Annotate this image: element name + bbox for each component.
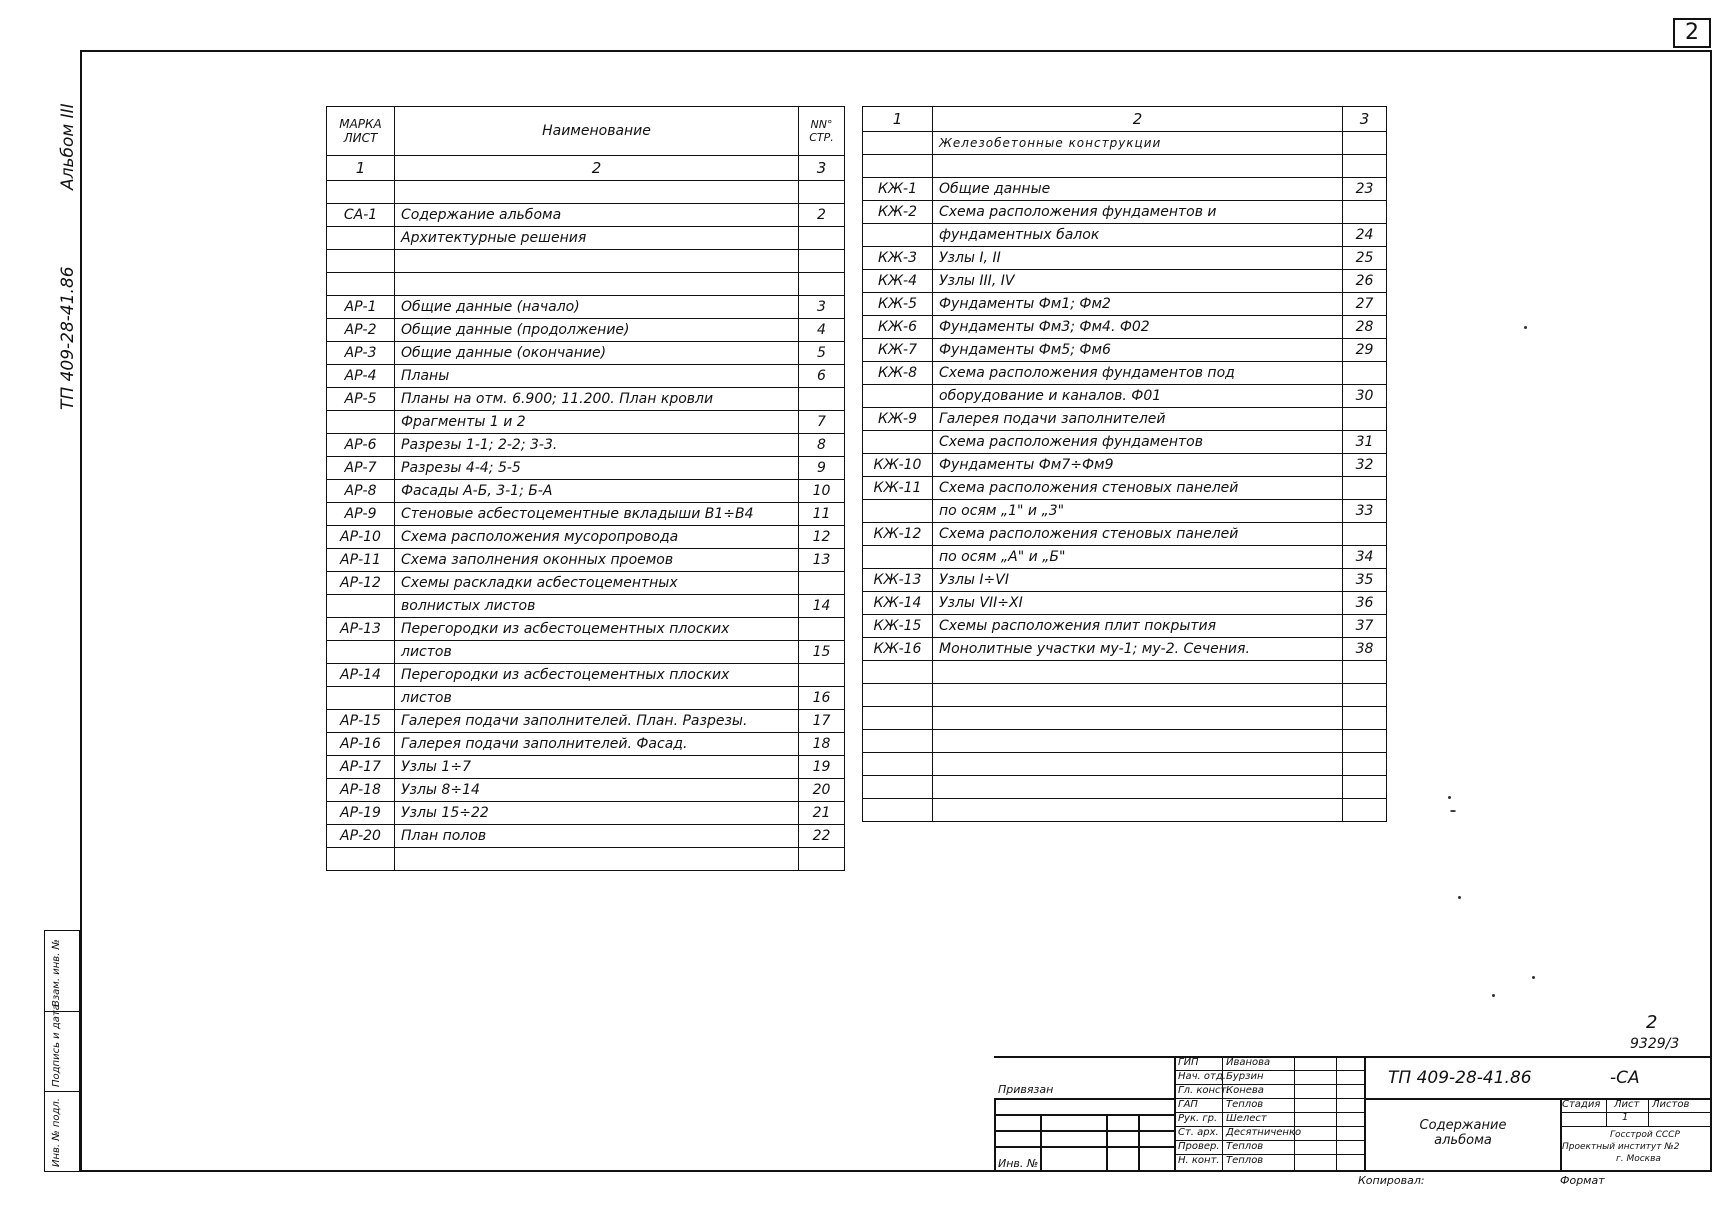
col-number: 2	[933, 107, 1343, 132]
item-name: Фундаменты Фм7÷Фм9	[933, 454, 1343, 477]
sheet-mark: АР-11	[327, 549, 395, 572]
strip-label-inv: Инв. № подл.	[51, 1098, 62, 1167]
item-name: Общие данные (начало)	[395, 296, 799, 319]
contents-table-right	[862, 106, 1387, 822]
sheet-mark	[863, 661, 933, 684]
page-number-cell: 18	[799, 733, 845, 756]
sheet-mark: КЖ-2	[863, 201, 933, 224]
sheet-mark	[863, 730, 933, 753]
format-label: Формат	[1560, 1174, 1605, 1187]
item-name	[395, 848, 799, 871]
page-number-cell: 3	[799, 296, 845, 319]
table-row	[327, 503, 845, 526]
sheet-mark	[327, 250, 395, 273]
stamp-role: ГИП	[1178, 1057, 1199, 1068]
table-row	[327, 802, 845, 825]
table-row	[327, 664, 845, 687]
item-name: Узлы III, IV	[933, 270, 1343, 293]
strip-label-signature: Подпись и дата	[51, 1004, 62, 1087]
table-row	[327, 457, 845, 480]
stamp-role: Гл. конст.	[1178, 1085, 1230, 1096]
page-number-cell: 25	[1343, 247, 1387, 270]
table-row	[327, 825, 845, 848]
table-row	[863, 592, 1387, 615]
side-project-code: ТП 409-28-41.86	[58, 266, 78, 410]
page-number-cell: 8	[799, 434, 845, 457]
page-number-cell: 38	[1343, 638, 1387, 661]
table-row	[327, 641, 845, 664]
sheet-mark	[863, 799, 933, 822]
section-title: Железобетонные конструкции	[933, 132, 1343, 155]
page-number-cell	[1343, 477, 1387, 500]
table-row	[863, 201, 1387, 224]
page-number-cell	[1343, 753, 1387, 776]
page-number-cell: 20	[799, 779, 845, 802]
table-row	[863, 500, 1387, 523]
item-name: Перегородки из асбестоцементных плоских	[395, 664, 799, 687]
page-number-cell: 30	[1343, 385, 1387, 408]
copied-label: Копировал:	[1358, 1174, 1425, 1187]
sheet-mark: КЖ-7	[863, 339, 933, 362]
sheet-mark: СА-1	[327, 204, 395, 227]
item-name: по осям „1" и „3"	[933, 500, 1343, 523]
table-row	[327, 733, 845, 756]
sheet-mark: КЖ-16	[863, 638, 933, 661]
item-name: Фасады А-Б, 3-1; Б-А	[395, 480, 799, 503]
section-row	[863, 132, 1387, 155]
sheets-label: Листов	[1652, 1099, 1690, 1110]
page-number-cell: 6	[799, 365, 845, 388]
page-number-cell	[799, 250, 845, 273]
page-number-cell	[1343, 707, 1387, 730]
item-name: Схема расположения стеновых панелей	[933, 477, 1343, 500]
item-name: Узлы 8÷14	[395, 779, 799, 802]
item-name: волнистых листов	[395, 595, 799, 618]
item-name: Общие данные (продолжение)	[395, 319, 799, 342]
sheet-mark	[327, 687, 395, 710]
sheet-mark: КЖ-13	[863, 569, 933, 592]
page-number-cell: 34	[1343, 546, 1387, 569]
item-name: Схема заполнения оконных проемов	[395, 549, 799, 572]
sheet-mark: АР-6	[327, 434, 395, 457]
item-name: Общие данные (окончание)	[395, 342, 799, 365]
page-number-cell: 35	[1343, 569, 1387, 592]
sheet-mark: АР-5	[327, 388, 395, 411]
table-header-row	[327, 107, 845, 156]
sheet-label: Лист	[1614, 1099, 1640, 1110]
table-row	[863, 339, 1387, 362]
sheet-value: 1	[1622, 1112, 1629, 1123]
table-row	[863, 408, 1387, 431]
sheet-mark: АР-1	[327, 296, 395, 319]
page-number-cell	[1343, 799, 1387, 822]
page-number-cell: 37	[1343, 615, 1387, 638]
stage-label: Стадия	[1562, 1099, 1601, 1110]
col-number: 2	[395, 156, 799, 181]
col-number: 1	[327, 156, 395, 181]
table-row	[327, 250, 845, 273]
sheet-mark: КЖ-15	[863, 615, 933, 638]
table-row	[327, 572, 845, 595]
item-name: Схема расположения мусоропровода	[395, 526, 799, 549]
table-row	[327, 618, 845, 641]
item-name: Схема расположения фундаментов и	[933, 201, 1343, 224]
sheet-mark: КЖ-3	[863, 247, 933, 270]
sheet-mark: КЖ-1	[863, 178, 933, 201]
header-pages: NN° СТР.	[799, 107, 845, 156]
item-name: Архитектурные решения	[395, 227, 799, 250]
item-name	[933, 707, 1343, 730]
stamp-role: ГАП	[1178, 1099, 1198, 1110]
table-row	[863, 477, 1387, 500]
stamp-name: Шелест	[1226, 1113, 1267, 1124]
item-name: Перегородки из асбестоцементных плоских	[395, 618, 799, 641]
page-number-cell: 5	[799, 342, 845, 365]
privyazan-label: Привязан	[998, 1083, 1054, 1096]
page-number-cell: 4	[799, 319, 845, 342]
sheet-mark	[863, 500, 933, 523]
sheet-mark	[863, 155, 933, 178]
stamp-role: Нач. отд.	[1178, 1071, 1226, 1082]
sheet-title: Содержание альбома	[1419, 1118, 1507, 1148]
header-mark: МАРКА ЛИСТ	[327, 107, 395, 156]
stamp-role: Н. конт.	[1178, 1155, 1220, 1166]
sheet-mark	[327, 641, 395, 664]
item-name	[395, 273, 799, 296]
table-row	[327, 434, 845, 457]
table-row	[863, 178, 1387, 201]
sheet-mark	[863, 753, 933, 776]
page-number-cell: 21	[799, 802, 845, 825]
page-number-cell: 27	[1343, 293, 1387, 316]
page-number-cell	[799, 227, 845, 250]
table-row	[863, 730, 1387, 753]
table-row	[863, 753, 1387, 776]
designation-suffix: -СА	[1610, 1068, 1640, 1088]
sheet-mark: КЖ-4	[863, 270, 933, 293]
table-row	[863, 362, 1387, 385]
table-row	[327, 388, 845, 411]
item-name: Разрезы 4-4; 5-5	[395, 457, 799, 480]
item-name: по осям „А" и „Б"	[933, 546, 1343, 569]
item-name: Схема расположения стеновых панелей	[933, 523, 1343, 546]
page-number-cell	[1343, 408, 1387, 431]
item-name: Фундаменты Фм1; Фм2	[933, 293, 1343, 316]
table-row	[327, 848, 845, 871]
page-number-cell: 31	[1343, 431, 1387, 454]
page-number-cell	[1343, 523, 1387, 546]
sheet-mark	[327, 411, 395, 434]
org-line-3: г. Москва	[1616, 1154, 1661, 1164]
table-row	[327, 296, 845, 319]
table-row	[327, 365, 845, 388]
page-number-cell: 23	[1343, 178, 1387, 201]
table-row	[863, 615, 1387, 638]
sheet-mark	[327, 273, 395, 296]
strip-label-replace: Взам. инв. №	[51, 939, 62, 1007]
page-number-cell: 17	[799, 710, 845, 733]
page-number-cell	[799, 181, 845, 204]
item-name: Общие данные	[933, 178, 1343, 201]
header-name: Наименование	[395, 107, 799, 156]
table-row	[327, 710, 845, 733]
item-name	[395, 250, 799, 273]
sheet-mark: АР-2	[327, 319, 395, 342]
sheet-mark	[863, 385, 933, 408]
sheet-mark: АР-7	[327, 457, 395, 480]
table-row	[863, 707, 1387, 730]
item-name: листов	[395, 641, 799, 664]
inv-number-label: Инв. №	[998, 1157, 1039, 1170]
page-number-cell: 11	[799, 503, 845, 526]
item-name: Узлы 1÷7	[395, 756, 799, 779]
inventory-strip	[44, 930, 80, 1172]
item-name: Узлы I÷VI	[933, 569, 1343, 592]
sheet-mark	[863, 776, 933, 799]
item-name	[933, 799, 1343, 822]
sheet-mark: КЖ-14	[863, 592, 933, 615]
item-name: Фундаменты Фм5; Фм6	[933, 339, 1343, 362]
page-number-cell: 22	[799, 825, 845, 848]
table-row	[863, 431, 1387, 454]
designation: ТП 409-28-41.86	[1388, 1068, 1532, 1088]
sheet-mark: АР-10	[327, 526, 395, 549]
item-name: Галерея подачи заполнителей. Фасад.	[395, 733, 799, 756]
table-row	[863, 385, 1387, 408]
col-number: 3	[1343, 107, 1387, 132]
table-row	[327, 526, 845, 549]
stamp-role: Ст. арх.	[1178, 1127, 1219, 1138]
item-name: Разрезы 1-1; 2-2; 3-3.	[395, 434, 799, 457]
sheet-mark	[863, 546, 933, 569]
item-name: Фундаменты Фм3; Фм4. Ф02	[933, 316, 1343, 339]
page-number-cell: 7	[799, 411, 845, 434]
item-name: листов	[395, 687, 799, 710]
page-number-cell	[1343, 776, 1387, 799]
table-row	[327, 595, 845, 618]
sheet-mark	[327, 848, 395, 871]
table-row	[327, 411, 845, 434]
sheet-mark: АР-16	[327, 733, 395, 756]
table-row	[863, 316, 1387, 339]
sheet-mark: КЖ-5	[863, 293, 933, 316]
table-row	[327, 227, 845, 250]
page-number-cell: 15	[799, 641, 845, 664]
page-number-cell	[1343, 201, 1387, 224]
item-name: Узлы VII÷XI	[933, 592, 1343, 615]
column-number-row	[327, 156, 845, 181]
stamp-role: Рук. гр.	[1178, 1113, 1218, 1124]
item-name: Фрагменты 1 и 2	[395, 411, 799, 434]
table-row	[863, 523, 1387, 546]
table-row	[863, 155, 1387, 178]
table-row	[863, 454, 1387, 477]
item-name	[933, 155, 1343, 178]
table-row	[327, 181, 845, 204]
stamp-name: Теплов	[1226, 1141, 1264, 1152]
col-number: 1	[863, 107, 933, 132]
table-row	[863, 546, 1387, 569]
item-name	[395, 181, 799, 204]
item-name: Монолитные участки му-1; му-2. Сечения.	[933, 638, 1343, 661]
item-name: оборудование и каналов. Ф01	[933, 385, 1343, 408]
sheet-mark: АР-12	[327, 572, 395, 595]
page-number-cell: 29	[1343, 339, 1387, 362]
page-number-cell	[799, 618, 845, 641]
stamp-name: Бурзин	[1226, 1071, 1264, 1082]
item-name	[933, 776, 1343, 799]
stamp-name: Конева	[1226, 1085, 1264, 1096]
sheet-mark	[327, 181, 395, 204]
sheet-mark: АР-8	[327, 480, 395, 503]
sheet-mark: АР-3	[327, 342, 395, 365]
sheet-mark: КЖ-11	[863, 477, 933, 500]
column-number-row	[863, 107, 1387, 132]
table-row	[863, 684, 1387, 707]
sheet-mark: КЖ-12	[863, 523, 933, 546]
page-number-cell	[1343, 684, 1387, 707]
page-number-cell: 14	[799, 595, 845, 618]
item-name	[933, 661, 1343, 684]
item-name	[933, 684, 1343, 707]
stamp-name: Теплов	[1226, 1155, 1264, 1166]
table-row	[327, 342, 845, 365]
table-row	[863, 799, 1387, 822]
table-row	[863, 661, 1387, 684]
stamp-role: Провер.	[1178, 1141, 1220, 1152]
album-label: Альбом III	[58, 103, 78, 190]
sheet-mark	[327, 227, 395, 250]
page-number-cell	[799, 388, 845, 411]
page-number-cell	[799, 848, 845, 871]
item-name: План полов	[395, 825, 799, 848]
sheet-mark: АР-20	[327, 825, 395, 848]
page-number-cell	[1343, 362, 1387, 385]
sheet-mark	[863, 684, 933, 707]
table-row	[863, 247, 1387, 270]
sheet-mark: КЖ-10	[863, 454, 933, 477]
page-number-cell: 19	[799, 756, 845, 779]
item-name: Планы	[395, 365, 799, 388]
table-row	[863, 638, 1387, 661]
page-number-cell	[1343, 155, 1387, 178]
item-name	[933, 753, 1343, 776]
item-name: Галерея подачи заполнителей. План. Разрезы.	[395, 710, 799, 733]
col-number: 3	[799, 156, 845, 181]
sheet-mark: АР-14	[327, 664, 395, 687]
page-number-cell: 28	[1343, 316, 1387, 339]
table-row	[327, 687, 845, 710]
page-number-cell: 24	[1343, 224, 1387, 247]
item-name: Схема расположения фундаментов под	[933, 362, 1343, 385]
sheet-mark	[863, 707, 933, 730]
page-number-cell: 9	[799, 457, 845, 480]
table-row	[327, 204, 845, 227]
table-row	[863, 776, 1387, 799]
table-row	[863, 224, 1387, 247]
table-row	[327, 756, 845, 779]
item-name: Стеновые асбестоцементные вкладыши В1÷В4	[395, 503, 799, 526]
page-number-cell: 13	[799, 549, 845, 572]
org-line-1: Госстрой СССР	[1610, 1130, 1680, 1140]
table-row	[327, 273, 845, 296]
org-line-2: Проектный институт №2	[1562, 1142, 1680, 1152]
item-name: Схемы расположения плит покрытия	[933, 615, 1343, 638]
sheet-mark: АР-17	[327, 756, 395, 779]
sheet-mark: КЖ-9	[863, 408, 933, 431]
table-row	[327, 319, 845, 342]
page-number-cell	[1343, 730, 1387, 753]
stamp-name: Теплов	[1226, 1099, 1264, 1110]
table-row	[327, 549, 845, 572]
item-name: Узлы I, II	[933, 247, 1343, 270]
table-row	[327, 779, 845, 802]
item-name: Узлы 15÷22	[395, 802, 799, 825]
contents-table-left	[326, 106, 845, 871]
page-number-cell: 26	[1343, 270, 1387, 293]
page-number-cell: 16	[799, 687, 845, 710]
sheet-note: 2	[1646, 1012, 1658, 1033]
page-number-cell	[799, 664, 845, 687]
item-name: Содержание альбома	[395, 204, 799, 227]
sheet-mark: АР-4	[327, 365, 395, 388]
sheet-mark: АР-15	[327, 710, 395, 733]
sheet-mark: АР-18	[327, 779, 395, 802]
sheet-mark	[863, 431, 933, 454]
stamp-name: Десятниченко	[1226, 1127, 1302, 1138]
sheet-mark: АР-13	[327, 618, 395, 641]
item-name: фундаментных балок	[933, 224, 1343, 247]
page-number-cell: 33	[1343, 500, 1387, 523]
table-row	[863, 270, 1387, 293]
table-row	[863, 569, 1387, 592]
page-number-cell: 36	[1343, 592, 1387, 615]
stamp-name: Иванова	[1226, 1057, 1271, 1068]
item-name: Планы на отм. 6.900; 11.200. План кровли	[395, 388, 799, 411]
sheet-mark: КЖ-6	[863, 316, 933, 339]
page-number-cell: 32	[1343, 454, 1387, 477]
item-name: Схемы раскладки асбестоцементных	[395, 572, 799, 595]
item-name	[933, 730, 1343, 753]
table-row	[327, 480, 845, 503]
sheet-mark: АР-19	[327, 802, 395, 825]
page-number-cell	[1343, 661, 1387, 684]
page-number-cell	[799, 572, 845, 595]
sheet-mark: КЖ-8	[863, 362, 933, 385]
sheet-mark	[327, 595, 395, 618]
sheet-mark	[863, 224, 933, 247]
page-number-cell	[799, 273, 845, 296]
sheet-code: 9329/3	[1630, 1036, 1680, 1052]
item-name: Схема расположения фундаментов	[933, 431, 1343, 454]
page-number: 2	[1673, 18, 1711, 48]
page-number-cell: 10	[799, 480, 845, 503]
table-row	[863, 293, 1387, 316]
sheet-mark: АР-9	[327, 503, 395, 526]
page-number-cell: 2	[799, 204, 845, 227]
page-number-cell: 12	[799, 526, 845, 549]
item-name: Галерея подачи заполнителей	[933, 408, 1343, 431]
